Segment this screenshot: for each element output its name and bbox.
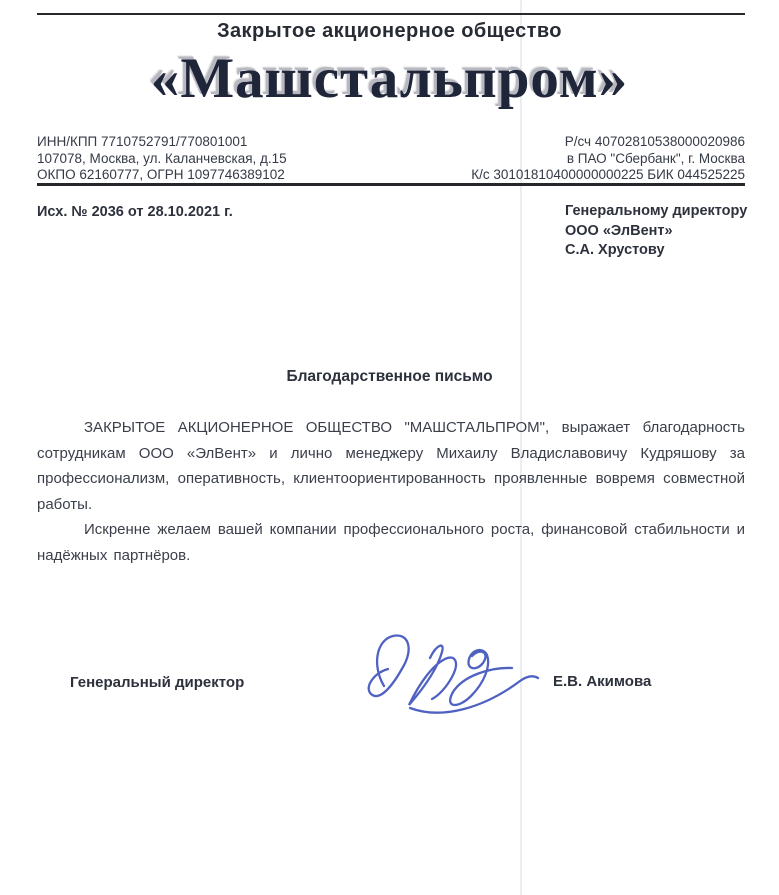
- recipient-company: ООО «ЭлВент»: [565, 222, 673, 239]
- outgoing-reference: Исх. № 2036 от 28.10.2021 г.: [37, 204, 233, 220]
- letterhead-bottom-rule: [37, 183, 745, 186]
- signatory-position-label: Генеральный директор: [70, 674, 245, 691]
- bank-account: Р/сч 40702810538000020986: [564, 134, 745, 149]
- org-name-logo: «Машстальпром»: [150, 47, 629, 110]
- bank-name: в ПАО "Сбербанк", г. Москва: [566, 150, 745, 166]
- body-paragraph: ЗАКРЫТОЕ АКЦИОНЕРНОЕ ОБЩЕСТВО "МАШСТАЛЬПРОМ", выражает благодарность сотрудникам ООО «ЭлВент» и лично менеджеру Михаилу Владиславовичу Кудряшову за профессионализм, оперативность, клиентоориентированность проявленные вовремя совместной работы.: [37, 419, 745, 513]
- recipient-person: С.А. Хрустову: [565, 242, 665, 258]
- letterhead-top-rule: [37, 13, 745, 15]
- signatory-name: Е.В. Акимова: [553, 673, 652, 690]
- org-details-block: [37, 134, 287, 184]
- handwritten-signature-icon: [350, 626, 545, 722]
- recipient-block: [565, 202, 747, 261]
- letter-body: [37, 415, 745, 568]
- recipient-title: Генеральному директору: [565, 203, 748, 219]
- letter-title: Благодарственное письмо: [286, 368, 493, 385]
- body-paragraph: Искренне желаем вашей компании профессионального роста, финансовой стабильности и надёжных партнёров.: [37, 521, 745, 564]
- org-inn-kpp: ИНН/КПП 7710752791/770801001: [37, 134, 248, 149]
- bank-details-block: [471, 134, 745, 184]
- org-type-heading: Закрытое акционерное общество: [217, 20, 562, 42]
- org-address: 107078, Москва, ул. Каланчевская, д.15: [37, 150, 287, 166]
- org-okpo-ogrn: ОКПО 62160777, ОГРН 1097746389102: [37, 167, 285, 182]
- bank-corr-bik: К/с 30101810400000000225 БИК 044525225: [471, 167, 745, 182]
